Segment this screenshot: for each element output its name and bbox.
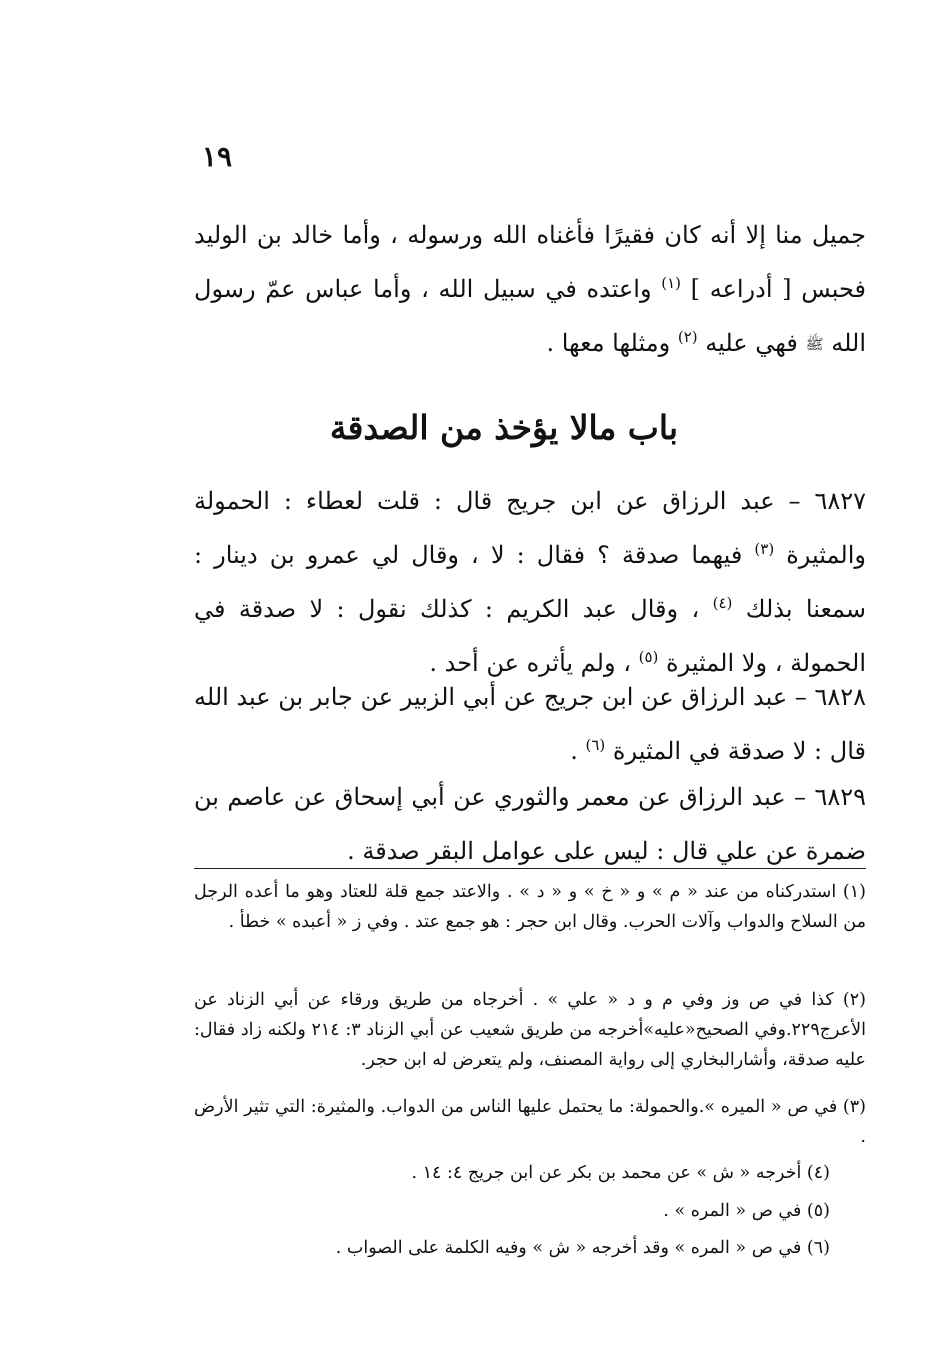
footnote-ref-5: (٥) <box>638 648 659 666</box>
footnote-ref-3: (٣) <box>754 540 775 558</box>
footnote-ref-4: (٤) <box>712 594 733 612</box>
footnote-ref-1: (١) <box>661 274 681 292</box>
intro-paragraph <box>194 208 866 370</box>
saw-symbol: ﷺ <box>805 335 824 353</box>
intro-text-2: واعتده في سبيل الله ، وأما عباس عمّ رسول الله <box>194 275 866 357</box>
hadith-6827-text-1: ٦٨٢٧ – عبد الرزاق عن ابن جريج قال : قلت لعطاء : الحمولة والمثيرة <box>194 487 866 569</box>
intro-text-3: فهي عليه <box>705 329 798 357</box>
hadith-6827-text-3: ، وقال عبد الكريم : كذلك نقول : لا صدقة في الحمولة ، ولا المثيرة <box>194 595 866 677</box>
footnote-2: (٢) كذا في ص وز وفي م و د « علي » . أخرجاه من طريق ورقاء عن أبي الزناد عن الأعرج٢٢٩.وفي الصحيح«عليه»أخرجه من طريق شعيب عن أبي الزناد ٣: ٢١٤ ولكنه زاد فقال: عليه صدقة، وأشارالبخاري إلى رواية المصنف، ولم يتعرض له ابن حجر. <box>194 990 866 1070</box>
footnote-separator <box>194 868 866 869</box>
footnote-6: (٦) في ص « المره » وقد أخرجه « ش » وفيه الكلمة على الصواب . <box>335 1238 830 1258</box>
footnote-4: (٤) أخرجه « ش » عن محمد بن بكر عن ابن جريج ٤: ١٤ . <box>411 1163 830 1183</box>
footnote-5: (٥) في ص « المره » . <box>663 1201 830 1221</box>
hadith-6829: ٦٨٢٩ – عبد الرزاق عن معمر والثوري عن أبي إسحاق عن عاصم بن ضمرة عن علي قال : ليس على عوامل البقر صدقة . <box>194 783 866 865</box>
footnote-ref-2: (٢) <box>677 328 698 346</box>
hadith-6827 <box>194 474 866 690</box>
hadith-6827-text-4: ، ولم يأثره عن أحد . <box>429 649 631 677</box>
hadith-6828 <box>194 670 866 778</box>
footnote-1: (١) استدركناه من عند « م » و « خ » و « د » . والاعتد جمع قلة للعتاد وهو ما أعده الرجل من السلاح والدواب وآلات الحرب. وقال ابن حجر : هو جمع عتد . وفي ز « أعبده » خطأ . <box>194 882 866 932</box>
chapter-heading: باب مالا يؤخذ من الصدقة <box>329 408 679 447</box>
hadith-6828-text-1: ٦٨٢٨ – عبد الرزاق عن ابن جريج عن أبي الزبير عن جابر بن عبد الله قال : لا صدقة في المثيرة <box>194 683 866 765</box>
footnote-ref-6: (٦) <box>585 736 606 754</box>
intro-text-1: جميل منا إلا أنه كان فقيرًا فأغناه الله ورسوله ، وأما خالد بن الوليد فحبس [ أدراعه ] <box>194 221 867 303</box>
footnote-3: (٣) في ص « الميره ».والحمولة: ما يحتمل عليها الناس من الدواب. والمثيرة: التي تثير الأرض . <box>194 1097 866 1147</box>
page-number: ١٩ <box>201 140 232 173</box>
hadith-6828-text-2: . <box>570 737 578 765</box>
intro-text-4: ومثلها معها . <box>546 329 671 357</box>
hadith-6827-text-2: فيهما صدقة ؟ فقال : لا ، وقال لي عمرو بن دينار : سمعنا بذلك <box>194 541 867 623</box>
